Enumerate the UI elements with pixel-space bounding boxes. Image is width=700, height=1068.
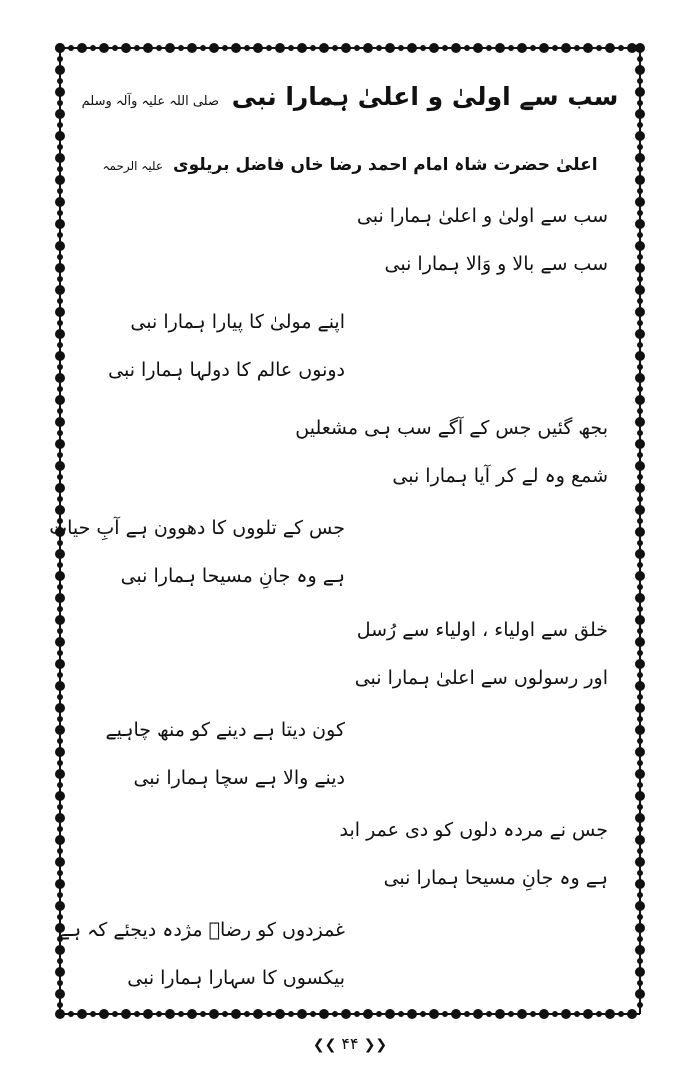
verse-line: غمزدوں کو رضاؔ مژدہ دیجئے کہ ہے [58,919,345,941]
verse-line: اور رسولوں سے اعلیٰ ہمارا نبی [354,667,608,689]
verse-line: خلق سے اولیاء ، اولیاء سے رُسل [356,619,608,641]
verse-line: ہے وہ جانِ مسیحا ہمارا نبی [120,565,345,587]
verse-1 [357,202,608,278]
verse-7 [340,816,608,892]
poem-title-text: سب سے اولیٰ و اعلیٰ ہمارا نبی [231,82,619,111]
verse-line: دینے والا ہے سچا ہمارا نبی [133,767,345,789]
verse-line: بیکسوں کا سہارا ہمارا نبی [127,967,345,989]
poem-title [60,82,640,111]
verse-line: ہے وہ جانِ مسیحا ہمارا نبی [383,867,608,889]
verse-6 [105,716,345,792]
verse-line: جس نے مردہ دلوں کو دی عمر ابد [339,819,608,841]
verse-line: جس کے تلووں کا دھوون ہے آبِ حیات [49,517,345,539]
verse-line: دونوں عالم کا دولہا ہمارا نبی [108,359,345,381]
verse-3 [295,414,608,490]
verse-line: شمع وہ لے کر آیا ہمارا نبی [392,465,608,487]
poet-attribution [60,154,640,175]
ornament-left-icon: ❮❮ [312,1037,337,1053]
verse-8 [59,916,345,992]
verse-2 [108,308,345,384]
verse-line: سب سے اولیٰ و اعلیٰ ہمارا نبی [356,205,608,227]
page-number [300,1030,400,1058]
poet-name: اعلیٰ حضرت شاہ امام احمد رضا خاں فاضل بریلوی [173,155,598,175]
verse-line: سب سے بالا و وَالا ہمارا نبی [384,253,608,275]
verse-line: کون دیتا ہے دینے کو منھ چاہیے [105,719,345,741]
verse-line: بجھ گئیں جس کے آگے سب ہی مشعلیں [295,417,608,439]
verse-4 [49,514,345,590]
page-number-text: ۴۴ [341,1034,359,1053]
ornament-right-icon: ❯❯ [363,1037,388,1053]
verse-line: اپنے مولیٰ کا پیارا ہمارا نبی [130,311,345,333]
poet-suffix: علیہ الرحمہ [102,159,164,173]
honorific-text: صلی اللہ علیہ وآلہ وسلم [81,94,220,109]
verse-5 [355,616,608,692]
